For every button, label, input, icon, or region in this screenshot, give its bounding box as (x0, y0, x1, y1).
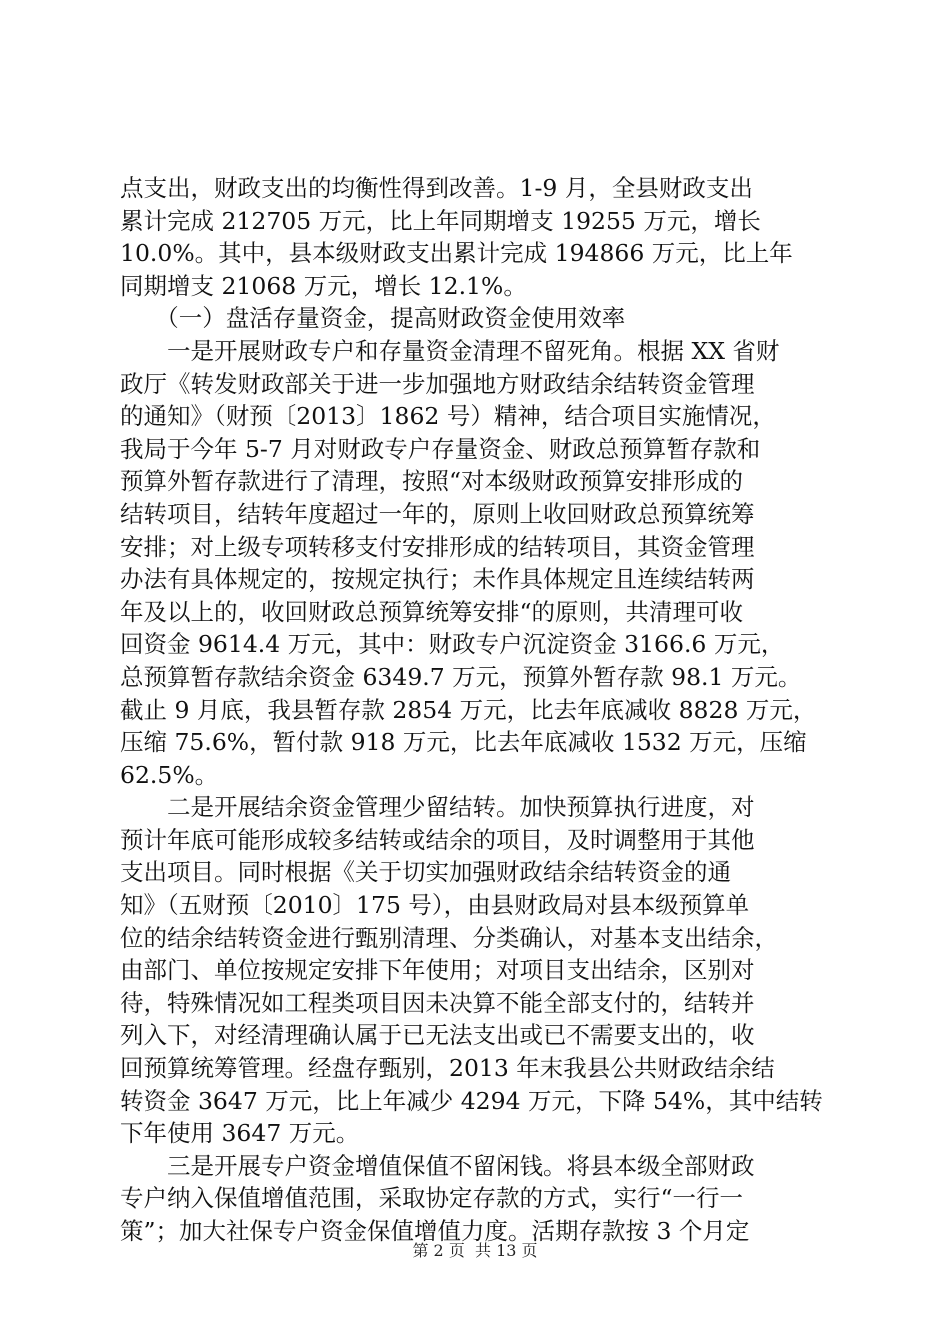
text-line: 三是开展专户资金增值保值不留闲钱。将县本级全部财政 (120, 1151, 755, 1180)
document-body (120, 172, 830, 1248)
text-line: 预计年底可能形成较多结转或结余的项目，及时调整用于其他 (120, 825, 755, 854)
text-line: 下年使用 3647 万元。 (120, 1119, 360, 1148)
text-line: 由部门、单位按规定安排下年使用；对项目支出结余，区别对 (120, 956, 755, 985)
text-line: 点支出，财政支出的均衡性得到改善。1-9 月，全县财政支出 (120, 174, 753, 202)
text-line: 转资金 3647 万元，比上年减少 4294 万元，下降 54%，其中结转 (120, 1086, 823, 1115)
text-line: 结转项目，结转年度超过一年的，原则上收回财政总预算统筹 (120, 499, 755, 528)
text-line: 办法有具体规定的，按规定执行；未作具体规定且连续结转两 (120, 565, 755, 594)
text-line: 策”；加大社保专户资金保值增值力度。活期存款按 3 个月定 (120, 1217, 750, 1245)
text-line: 回资金 9614.4 万元，其中：财政专户沉淀资金 3166.6 万元， (120, 630, 785, 659)
text-line: 10.0%。其中，县本级财政支出累计完成 194866 万元，比上年 (120, 239, 793, 268)
text-line: 专户纳入保值增值范围，采取协定存款的方式，实行“一行一 (120, 1184, 744, 1213)
text-line: 回预算统筹管理。经盘存甄别，2013 年末我县公共财政结余结 (120, 1054, 775, 1083)
text-line: 总预算暂存款结余资金 6349.7 万元，预算外暂存款 98.1 万元。 (120, 662, 802, 691)
text-line: 待，特殊情况如工程类项目因未决算不能全部支付的，结转并 (120, 988, 755, 1017)
text-line: 我局于今年 5-7 月对财政专户存量资金、财政总预算暂存款和 (120, 434, 761, 463)
text-line: 支出项目。同时根据《关于切实加强财政结余结转资金的通 (120, 858, 731, 887)
text-line: 位的结余结转资金进行甄别清理、分类确认，对基本支出结余， (120, 923, 778, 952)
section-heading: （一）盘活存量资金，提高财政资金使用效率 (120, 304, 626, 333)
page-footer (0, 1240, 950, 1262)
text-line: 一是开展财政专户和存量资金清理不留死角。根据 XX 省财 (120, 336, 780, 365)
text-line: 二是开展结余资金管理少留结转。加快预算执行进度，对 (120, 793, 755, 822)
text-line: 列入下，对经清理确认属于已无法支出或已不需要支出的，收 (120, 1021, 755, 1050)
text-line: 的通知》（财预〔2013〕1862 号）精神，结合项目实施情况， (120, 402, 776, 431)
text-line: 同期增支 21068 万元，增长 12.1%。 (120, 271, 527, 300)
text-line: 安排；对上级专项转移支付安排形成的结转项目，其资金管理 (120, 532, 755, 561)
text-line: 政厅《转发财政部关于进一步加强地方财政结余结转资金管理 (120, 369, 755, 398)
page-number: 第 2 页 共 13 页 (412, 1241, 538, 1260)
text-line: 62.5%。 (120, 760, 219, 789)
text-line: 累计完成 212705 万元，比上年同期增支 19255 万元，增长 (120, 206, 761, 235)
text-line: 知》（五财预〔2010〕175 号），由县财政局对县本级预算单 (120, 891, 750, 920)
text-line: 压缩 75.6%，暂付款 918 万元，比去年底减收 1532 万元，压缩 (120, 728, 807, 757)
text-line: 预算外暂存款进行了清理，按照“对本级财政预算安排形成的 (120, 467, 744, 496)
text-line: 截止 9 月底，我县暂存款 2854 万元，比去年底减收 8828 万元， (120, 695, 817, 724)
text-line: 年及以上的，收回财政总预算统筹安排“的原则，共清理可收 (120, 597, 744, 626)
